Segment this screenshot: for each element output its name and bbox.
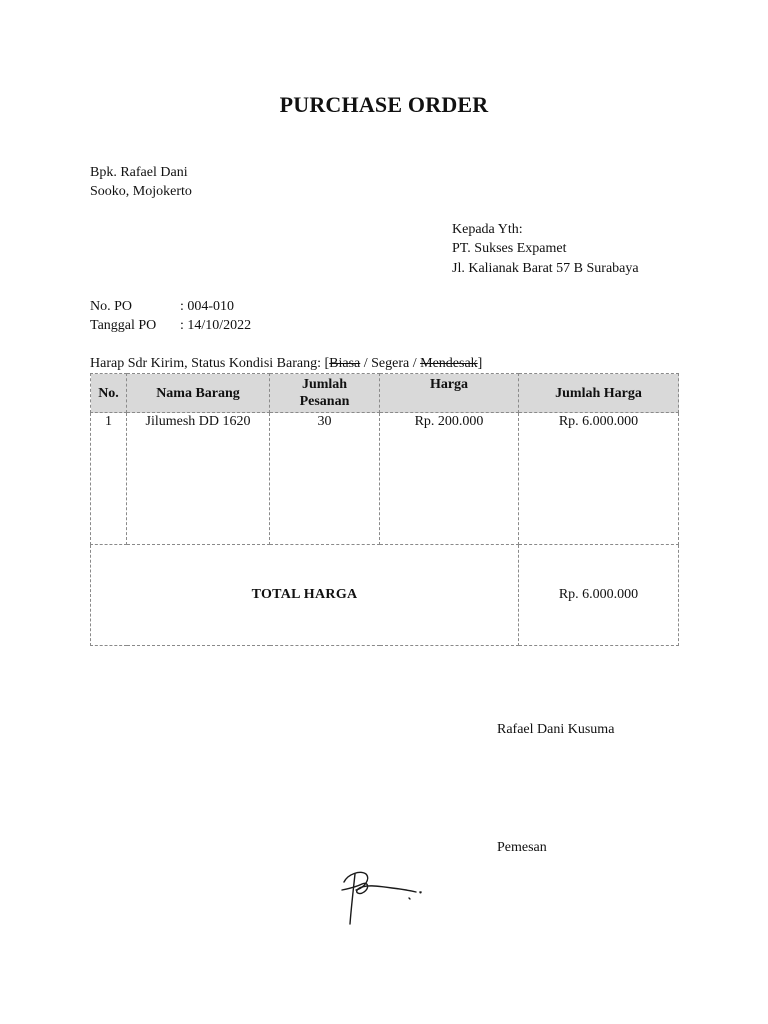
- cell-jumlah-harga: Rp. 6.000.000: [519, 413, 679, 545]
- total-row: [91, 545, 679, 646]
- table-row: [91, 413, 679, 545]
- po-date-row: [90, 316, 251, 335]
- header-jumlah-harga: Jumlah Harga: [519, 374, 679, 413]
- cell-nama-barang: Jilumesh DD 1620: [127, 413, 270, 545]
- status-option-biasa: Biasa: [329, 356, 361, 371]
- sender-name: Bpk. Rafael Dani: [90, 165, 188, 180]
- table-header-row: [91, 374, 679, 413]
- handwritten-signature: [338, 862, 424, 928]
- header-no: No.: [91, 374, 127, 413]
- recipient-greeting: Kepada Yth:: [452, 222, 523, 237]
- delivery-instruction: [90, 354, 482, 373]
- instruction-separator: /: [360, 356, 372, 371]
- header-harga: Harga: [380, 374, 519, 413]
- header-jumlah-line2: Pesanan: [299, 394, 350, 409]
- po-number-row: [90, 297, 234, 316]
- total-label: TOTAL HARGA: [91, 545, 519, 646]
- header-nama-barang: Nama Barang: [127, 374, 270, 413]
- status-option-mendesak: Mendesak: [420, 356, 478, 371]
- instruction-separator: /: [409, 356, 421, 371]
- cell-no: 1: [91, 413, 127, 545]
- po-number-label: No. PO: [90, 299, 133, 314]
- recipient-company: PT. Sukses Expamet: [452, 241, 567, 256]
- instruction-suffix: ]: [477, 356, 483, 371]
- po-number-value: : 004-010: [180, 299, 235, 314]
- header-jumlah-line1: Jumlah: [301, 377, 348, 392]
- signatory-name: Rafael Dani Kusuma: [497, 722, 615, 737]
- instruction-prefix: Harap Sdr Kirim, Status Kondisi Barang: [: [90, 356, 330, 371]
- purchase-order-table: [90, 373, 679, 646]
- document-title: PURCHASE ORDER: [279, 92, 489, 117]
- status-option-segera: Segera: [371, 356, 410, 371]
- po-date-value: : 14/10/2022: [180, 318, 252, 333]
- total-value: Rp. 6.000.000: [519, 545, 679, 646]
- cell-jumlah-pesanan: 30: [270, 413, 380, 545]
- signatory-role: Pemesan: [497, 840, 547, 855]
- cell-harga: Rp. 200.000: [380, 413, 519, 545]
- sender-address: Sooko, Mojokerto: [90, 184, 192, 199]
- recipient-address: Jl. Kalianak Barat 57 B Surabaya: [452, 261, 639, 276]
- header-jumlah-pesanan: [270, 374, 380, 413]
- po-date-label: Tanggal PO: [90, 318, 157, 333]
